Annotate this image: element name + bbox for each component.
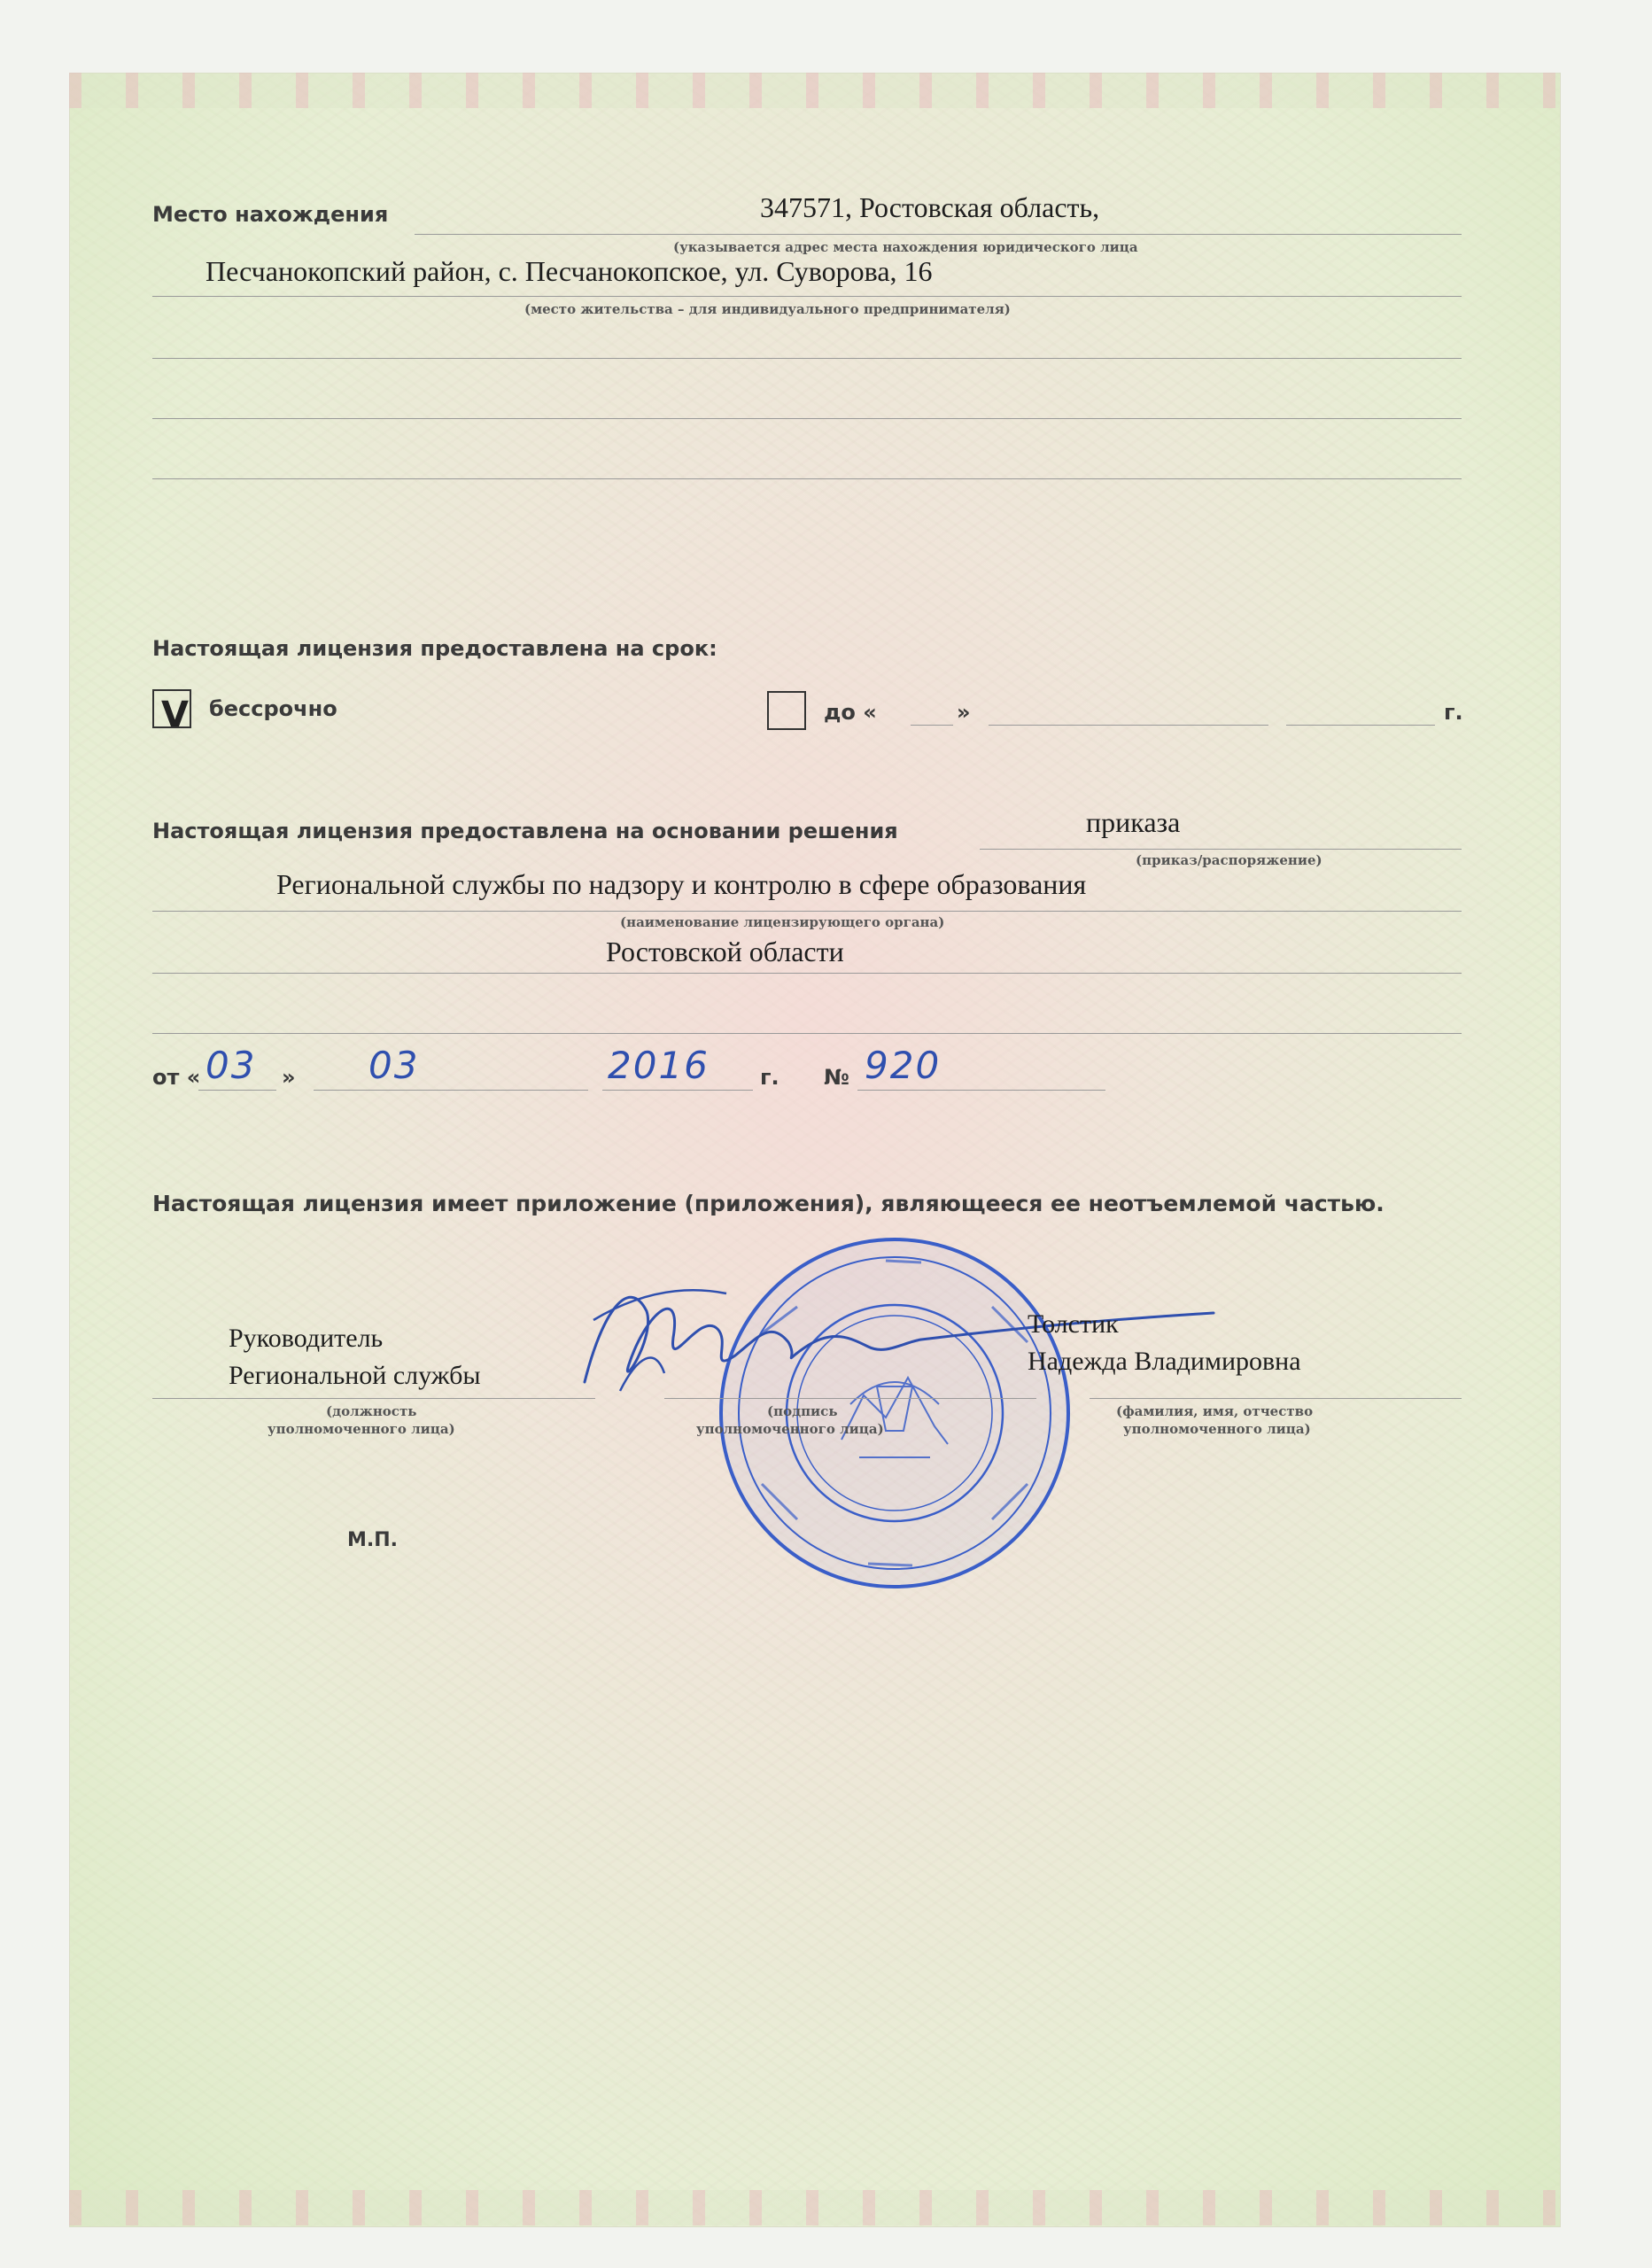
- location-line-2: [152, 296, 1462, 297]
- signatory-given-names: Надежда Владимировна: [1028, 1347, 1301, 1376]
- date-month-line: [314, 1090, 588, 1091]
- date-year-suffix: г.: [760, 1065, 779, 1090]
- location-caption-1: (указывается адрес места нахождения юридического лица: [673, 239, 1138, 255]
- basis-heading: Настоящая лицензия предоставлена на основании решения: [152, 819, 898, 843]
- term-heading: Настоящая лицензия предоставлена на срок:: [152, 636, 717, 661]
- blank-line-3: [152, 478, 1462, 479]
- number-sign: №: [824, 1065, 849, 1090]
- location-caption-2: (место жительства – для индивидуального предпринимателя): [524, 301, 1011, 317]
- authority-caption: (наименование лицензирующего органа): [620, 914, 945, 930]
- until-checkbox: [767, 691, 806, 730]
- location-line-1: [415, 234, 1462, 235]
- until-label: до «: [824, 700, 877, 725]
- checkmark-icon: V: [161, 695, 189, 735]
- date-year-line: [602, 1090, 753, 1091]
- name-caption-2: уполномоченного лица): [1123, 1421, 1311, 1437]
- unlimited-label: бессрочно: [209, 696, 337, 721]
- date-quote-close: »: [282, 1065, 296, 1090]
- location-value-1: 347571, Ростовская область,: [760, 191, 1100, 223]
- authority-line-1: [152, 911, 1462, 912]
- signatory-surname: Толстик: [1028, 1309, 1119, 1339]
- blank-line-1: [152, 358, 1462, 359]
- license-sheet: [69, 73, 1561, 2227]
- handwritten-signature: [567, 1258, 1222, 1409]
- basis-doc-caption: (приказ/распоряжение): [1136, 852, 1322, 868]
- blank-line-4: [152, 1033, 1462, 1034]
- authority-value-1: Региональной службы по надзору и контролю в сфере образования: [276, 868, 1087, 900]
- date-day-handwritten: 03: [206, 1044, 257, 1087]
- until-month-line: [989, 725, 1268, 726]
- date-year-handwritten: 2016: [608, 1044, 710, 1087]
- blank-line-2: [152, 418, 1462, 419]
- number-line: [857, 1090, 1105, 1091]
- date-month-handwritten: 03: [368, 1044, 420, 1087]
- until-day-line: [911, 725, 953, 726]
- decorative-border-bottom: [69, 2190, 1559, 2225]
- location-label: Место нахождения: [152, 202, 389, 227]
- position-caption-2: уполномоченного лица): [268, 1421, 455, 1437]
- basis-doc-type: приказа: [1086, 806, 1181, 838]
- date-prefix: от «: [152, 1065, 201, 1090]
- name-caption-1: (фамилия, имя, отчество: [1116, 1403, 1314, 1419]
- name-line: [1090, 1398, 1462, 1399]
- until-year-line: [1286, 725, 1435, 726]
- until-year-suffix: г.: [1444, 700, 1463, 725]
- date-day-line: [198, 1090, 276, 1091]
- signatory-position-2: Региональной службы: [229, 1361, 481, 1390]
- appendix-note: Настоящая лицензия имеет приложение (приложения), являющееся ее неотъемлемой частью.: [152, 1191, 1384, 1216]
- number-handwritten: 920: [865, 1044, 942, 1087]
- signature-caption-1: (подпись: [767, 1403, 838, 1419]
- position-caption-1: (должность: [326, 1403, 417, 1419]
- decorative-border-top: [69, 73, 1559, 108]
- signature-caption-2: уполномоченного лица): [696, 1421, 884, 1437]
- authority-value-2: Ростовской области: [606, 936, 844, 967]
- until-quote-close: »: [957, 700, 971, 725]
- signature-line: [664, 1398, 1036, 1399]
- position-line: [152, 1398, 595, 1399]
- seal-place-label: М.П.: [347, 1529, 399, 1551]
- location-value-2: Песчанокопский район, с. Песчанокопское, ул. Суворова, 16: [206, 255, 933, 287]
- signatory-position-1: Руководитель: [229, 1324, 384, 1353]
- basis-doc-line: [980, 849, 1462, 850]
- authority-line-2: [152, 973, 1462, 974]
